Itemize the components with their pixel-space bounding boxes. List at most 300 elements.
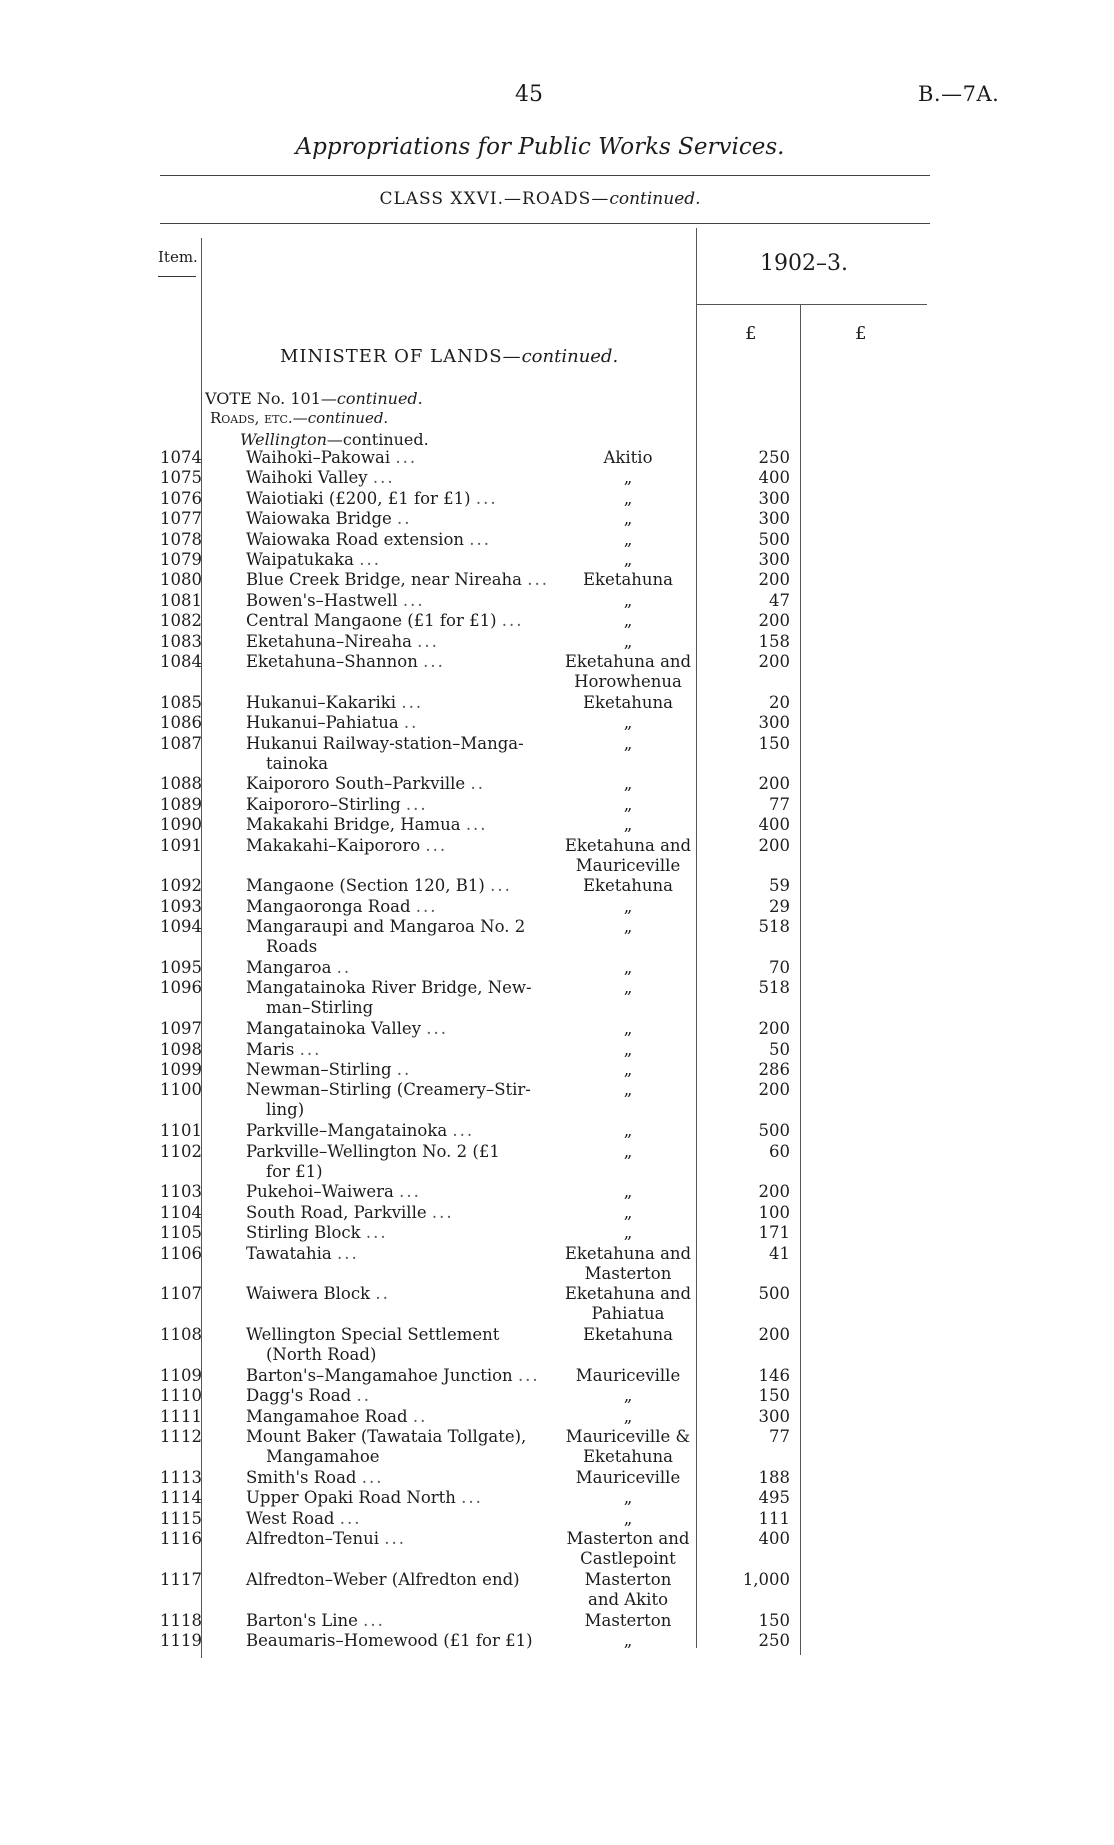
item-description-text: Wellington Special Settlement [246, 1325, 500, 1345]
item-locality-text: „ [623, 468, 633, 488]
item-description-text: Waiowaka Bridge [246, 509, 392, 529]
item-locality-text: „ [623, 1060, 633, 1079]
leader-dots: ... [363, 1610, 385, 1630]
item-amount: 200 [758, 835, 790, 855]
item-amount: 500 [758, 1284, 790, 1304]
item-locality [560, 1488, 696, 1508]
item-locality [560, 1060, 696, 1080]
leader-dots: ... [361, 1468, 384, 1487]
item-locality [560, 1529, 696, 1569]
item-description-text: Hukanui–Kakariki [246, 692, 397, 712]
item-description-text: Makakahi–Kaipororo [246, 835, 421, 855]
item-number: 1105 [160, 1223, 202, 1243]
item-number: 1074 [160, 448, 202, 467]
item-locality [560, 1386, 696, 1406]
item-locality-text: Eketahuna [583, 570, 673, 590]
year-column-header: 1902–3. [760, 251, 848, 276]
item-locality-continued: Castlepoint [580, 1549, 676, 1569]
leader-dots: .. [356, 1386, 371, 1406]
item-amount: 77 [769, 794, 790, 814]
item-locality-text: „ [623, 1223, 633, 1243]
item-description [246, 468, 566, 488]
item-description-text: Parkville–Mangatainoka [246, 1121, 448, 1141]
item-description-text: Waiowaka Road extension [246, 529, 465, 549]
item-number: 1088 [160, 774, 202, 794]
item-locality [560, 1509, 696, 1529]
item-locality-text: Masterton [584, 1610, 672, 1630]
item-description [246, 489, 566, 509]
leader-dots: ... [465, 815, 488, 835]
leader-dots: ... [299, 1039, 322, 1059]
item-locality [560, 1427, 696, 1467]
item-amount: 200 [758, 1019, 790, 1039]
item-description-text: Mangamahoe Road [246, 1406, 408, 1426]
item-locality-text: „ [623, 1080, 633, 1100]
item-description [246, 448, 566, 468]
item-amount: 200 [758, 1080, 790, 1100]
leader-dots: ... [475, 488, 498, 508]
minister-heading [280, 346, 618, 367]
item-locality-text: „ [623, 978, 633, 998]
leader-dots: .. [470, 774, 485, 794]
leader-dots: ... [517, 1366, 540, 1385]
item-description [246, 1325, 566, 1365]
leader-dots: .. [375, 1284, 390, 1304]
vote-heading-text: VOTE No. 101— [205, 389, 337, 408]
leader-dots: .. [397, 509, 412, 529]
item-description [246, 815, 566, 835]
item-amount: 495 [758, 1488, 790, 1508]
item-number: 1096 [160, 978, 202, 998]
item-locality-text: „ [623, 1508, 633, 1528]
item-number: 1117 [160, 1570, 202, 1589]
item-number: 1118 [160, 1610, 202, 1630]
item-number: 1110 [160, 1386, 202, 1406]
item-number: 1095 [160, 958, 202, 977]
item-description-text: Barton's Line [246, 1610, 358, 1630]
item-description-text: Hukanui Railway-station–Manga- [246, 733, 524, 753]
item-amount: 188 [758, 1468, 790, 1487]
item-number: 1108 [160, 1325, 202, 1345]
item-number: 1083 [160, 631, 202, 651]
leader-dots: ... [417, 631, 439, 651]
leader-dots: ... [469, 529, 492, 549]
item-description-text: Waiwera Block [246, 1284, 371, 1304]
item-number: 1102 [160, 1141, 202, 1161]
item-number: 1103 [160, 1182, 202, 1202]
item-amount: 200 [758, 611, 790, 631]
item-locality [560, 652, 696, 692]
item-description [246, 632, 566, 652]
item-locality-text: „ [623, 1121, 633, 1141]
item-locality-text: „ [623, 794, 633, 814]
item-number: 1092 [160, 876, 202, 896]
item-column-header: Item. [158, 248, 198, 266]
item-description-text: Alfredton–Weber (Alfredton end) [246, 1570, 520, 1589]
item-description-text: Dagg's Road [246, 1386, 352, 1406]
item-locality [560, 1203, 696, 1223]
item-description [246, 1631, 566, 1651]
item-description [246, 876, 566, 896]
item-locality-text: Masterton [584, 1570, 672, 1589]
item-number: 1100 [160, 1080, 202, 1100]
item-amount: 171 [758, 1223, 790, 1243]
item-locality-text: „ [623, 488, 633, 508]
district-heading [240, 430, 429, 449]
leader-dots: ... [415, 896, 438, 916]
location-column-rule [696, 228, 697, 1648]
item-amount: 20 [769, 692, 790, 712]
item-description-text: Mangatainoka Valley [246, 1019, 422, 1039]
item-description [246, 836, 566, 856]
item-locality-text: Masterton and [566, 1529, 690, 1549]
item-description [246, 1121, 566, 1141]
item-description [246, 1080, 566, 1120]
item-description [246, 1407, 566, 1427]
leader-dots: ... [501, 611, 524, 631]
leader-dots: ... [395, 448, 418, 467]
item-amount: 50 [769, 1039, 790, 1059]
item-locality-continued: and Akito [587, 1590, 669, 1609]
item-description [246, 509, 566, 529]
leader-dots: ... [426, 1019, 449, 1039]
class-heading-suffix: continued. [609, 189, 701, 209]
item-locality [560, 489, 696, 509]
item-description-continued: Roads [266, 937, 318, 957]
item-description-text: Waipatukaka [246, 550, 354, 569]
item-locality-text: „ [623, 1386, 633, 1406]
item-locality [560, 1121, 696, 1141]
item-description-text: Makakahi Bridge, Hamua [246, 815, 461, 835]
item-number: 1094 [160, 917, 202, 937]
item-amount: 59 [769, 876, 790, 896]
item-number: 1098 [160, 1039, 202, 1059]
item-amount: 1,000 [742, 1570, 790, 1589]
item-description-text: South Road, Parkville [246, 1202, 427, 1222]
item-description-text: West Road [246, 1508, 335, 1528]
item-locality [560, 795, 696, 815]
leader-dots: ... [490, 876, 512, 896]
item-description [246, 1366, 566, 1386]
currency-symbol-col1: £ [745, 323, 757, 344]
item-locality [560, 448, 696, 468]
roads-heading-text: Roads, etc.— [210, 409, 308, 427]
item-number: 1087 [160, 733, 202, 753]
item-amount: 200 [758, 774, 790, 794]
item-locality-text: Eketahuna and [564, 1243, 692, 1263]
item-locality [560, 591, 696, 611]
item-locality-text: „ [623, 917, 633, 937]
item-amount: 300 [758, 713, 790, 733]
item-description [246, 693, 566, 713]
item-description-text: Upper Opaki Road North [246, 1488, 456, 1508]
item-locality [560, 468, 696, 488]
district-heading-suffix: —continued. [326, 430, 429, 449]
leader-dots: .. [396, 1060, 412, 1079]
item-locality-text: „ [623, 1488, 633, 1508]
item-description [246, 1142, 566, 1182]
item-amount: 250 [758, 448, 790, 467]
item-locality-text: „ [623, 733, 633, 753]
item-number: 1075 [160, 468, 202, 488]
item-locality-continued: Horowhenua [574, 672, 682, 691]
item-description-text: Newman–Stirling [246, 1060, 392, 1079]
item-amount: 300 [758, 488, 790, 508]
item-locality-text: „ [623, 1141, 633, 1161]
item-description-text: Kaipororo South–Parkville [246, 774, 466, 794]
item-description-text: Mangaoronga Road [246, 896, 411, 916]
item-locality-continued: Eketahuna [583, 1447, 673, 1467]
item-description [246, 1284, 566, 1304]
item-description-continued: man–Stirling [266, 998, 374, 1018]
item-amount: 158 [758, 631, 790, 651]
item-locality-text: „ [623, 713, 633, 733]
item-description [246, 1529, 566, 1549]
item-description-text: Mount Baker (Tawataia Tollgate), [246, 1427, 527, 1447]
item-amount: 77 [769, 1427, 790, 1447]
item-description [246, 958, 566, 978]
item-description-text: Waihoki Valley [246, 468, 368, 488]
item-description [246, 978, 566, 1018]
item-amount: 286 [758, 1060, 790, 1079]
item-locality-text: Eketahuna [583, 876, 673, 896]
item-amount: 200 [758, 1182, 790, 1202]
item-locality [560, 1223, 696, 1243]
item-amount: 200 [758, 652, 790, 671]
item-locality [560, 1019, 696, 1039]
item-locality [560, 509, 696, 529]
header-divider-bottom [160, 223, 930, 224]
item-locality [560, 1325, 696, 1345]
item-locality-text: „ [623, 1631, 633, 1651]
item-number: 1079 [160, 550, 202, 569]
item-locality-text: Akitio [603, 448, 653, 467]
item-number: 1112 [160, 1427, 202, 1447]
item-amount: 150 [758, 1610, 790, 1630]
item-locality-text: „ [623, 1039, 633, 1059]
item-locality-continued: Mauriceville [575, 855, 681, 875]
item-number: 1078 [160, 529, 202, 549]
item-locality [560, 836, 696, 876]
item-amount: 29 [769, 896, 790, 916]
item-number: 1107 [160, 1284, 202, 1304]
item-description-text: Waiotiaki (£200, £1 for £1) [246, 488, 471, 508]
item-locality [560, 876, 696, 896]
item-description-text: Barton's–Mangamahoe Junction [246, 1366, 513, 1385]
item-locality [560, 570, 696, 590]
item-locality-text: „ [623, 550, 633, 569]
item-locality-text: „ [623, 815, 633, 835]
item-amount: 70 [769, 958, 790, 977]
document-reference: B.—7A. [918, 82, 1000, 106]
item-locality-text: Eketahuna [583, 692, 673, 712]
item-locality-text: Eketahuna and [564, 835, 692, 855]
item-locality [560, 734, 696, 754]
item-locality [560, 1182, 696, 1202]
item-locality-text: „ [623, 631, 633, 651]
item-number: 1084 [160, 652, 202, 671]
item-number: 1086 [160, 713, 202, 733]
leader-dots: ... [384, 1529, 406, 1549]
item-description-continued: (North Road) [266, 1345, 377, 1365]
item-description-text: Tawatahia [246, 1243, 332, 1263]
item-description [246, 550, 566, 570]
item-amount: 400 [758, 815, 790, 835]
item-locality [560, 611, 696, 631]
item-description [246, 652, 566, 672]
item-number: 1091 [160, 835, 202, 855]
item-amount: 300 [758, 509, 790, 529]
item-description-continued: tainoka [266, 753, 329, 773]
item-locality-continued: Pahiatua [591, 1304, 665, 1324]
item-locality [560, 1570, 696, 1610]
item-number: 1089 [160, 794, 202, 814]
item-locality-text: „ [623, 896, 633, 916]
item-locality [560, 1284, 696, 1324]
item-locality [560, 1611, 696, 1631]
item-amount: 400 [758, 468, 790, 488]
item-locality [560, 1407, 696, 1427]
minister-heading-suffix: continued. [521, 346, 619, 367]
item-locality-text: „ [623, 958, 633, 977]
item-description [246, 1509, 566, 1529]
item-description-text: Bowen's–Hastwell [246, 590, 398, 610]
item-number: 1093 [160, 896, 202, 916]
item-description [246, 1468, 566, 1488]
item-locality [560, 897, 696, 917]
leader-dots: .. [336, 958, 352, 977]
item-description [246, 897, 566, 917]
item-locality-text: Mauriceville & [565, 1427, 691, 1447]
item-description [246, 713, 566, 733]
item-amount: 518 [758, 978, 790, 998]
year-header-rule [697, 304, 927, 305]
leader-dots: ... [401, 692, 424, 712]
item-header-underline [158, 276, 196, 277]
item-amount: 200 [758, 570, 790, 590]
item-amount: 300 [758, 1406, 790, 1426]
item-description-text: Newman–Stirling (Creamery–Stir- [246, 1080, 531, 1100]
item-locality-text: „ [623, 590, 633, 610]
item-locality-text: „ [623, 529, 633, 549]
item-description [246, 1611, 566, 1631]
leader-dots: ... [425, 835, 448, 855]
item-description [246, 1570, 566, 1590]
class-heading-text: CLASS XXVI.—ROADS— [379, 189, 610, 209]
item-number: 1111 [160, 1406, 202, 1426]
item-description-continued: for £1) [266, 1161, 323, 1181]
item-description [246, 1244, 566, 1264]
item-number: 1090 [160, 815, 202, 835]
item-amount: 400 [758, 1529, 790, 1549]
item-number: 1076 [160, 488, 202, 508]
item-description-text: Parkville–Wellington No. 2 (£1 [246, 1141, 500, 1161]
item-description-text: Maris [246, 1039, 295, 1059]
item-locality [560, 1080, 696, 1100]
item-description-text: Eketahuna–Nireaha [246, 631, 412, 651]
roads-heading [210, 409, 388, 427]
item-locality-text: Mauriceville [575, 1366, 681, 1385]
item-locality [560, 550, 696, 570]
header-divider-top [160, 175, 930, 176]
item-locality [560, 1244, 696, 1284]
leader-dots: .. [412, 1406, 428, 1426]
leader-dots: .. [403, 713, 419, 733]
item-amount: 60 [769, 1141, 790, 1161]
leader-dots: ... [402, 590, 425, 610]
item-number: 1115 [160, 1508, 202, 1528]
item-amount: 150 [758, 733, 790, 753]
page-number: 45 [515, 82, 543, 107]
item-locality-text: Mauriceville [575, 1468, 681, 1487]
item-locality [560, 713, 696, 733]
item-amount: 200 [758, 1325, 790, 1345]
item-description-text: Kaipororo–Stirling [246, 794, 401, 814]
item-description-text: Central Mangaone (£1 for £1) [246, 611, 497, 631]
leader-dots: ... [461, 1488, 483, 1508]
item-description [246, 530, 566, 550]
item-number: 1116 [160, 1529, 202, 1549]
item-locality-text: Eketahuna [583, 1325, 673, 1345]
leader-dots: ... [452, 1121, 475, 1141]
item-description-text: Eketahuna–Shannon [246, 652, 418, 671]
leader-dots: ... [372, 468, 395, 488]
item-amount: 47 [769, 590, 790, 610]
currency-symbol-col2: £ [855, 323, 867, 344]
leader-dots: ... [336, 1243, 359, 1263]
item-locality-text: „ [623, 611, 633, 631]
leader-dots: ... [405, 794, 428, 814]
item-amount: 111 [758, 1508, 790, 1528]
item-description-text: Stirling Block [246, 1223, 361, 1243]
item-locality [560, 1468, 696, 1488]
leader-dots: ... [339, 1508, 362, 1528]
item-locality [560, 1142, 696, 1162]
item-description-text: Pukehoi–Waiwera [246, 1182, 394, 1202]
item-description [246, 1019, 566, 1039]
amount-column-rule [800, 305, 801, 1655]
item-amount: 300 [758, 550, 790, 569]
class-heading [0, 189, 1080, 209]
item-locality-text: Eketahuna and [564, 652, 692, 671]
item-description [246, 1203, 566, 1223]
item-description [246, 1427, 566, 1467]
item-locality [560, 1040, 696, 1060]
item-locality [560, 1366, 696, 1386]
item-locality-text: „ [623, 1202, 633, 1222]
item-locality [560, 632, 696, 652]
item-locality-text: „ [623, 509, 633, 529]
item-description [246, 570, 566, 590]
item-locality-text: „ [623, 1182, 633, 1202]
district-heading-text: Wellington [240, 430, 327, 449]
item-number: 1085 [160, 692, 202, 712]
item-description [246, 774, 566, 794]
item-description [246, 795, 566, 815]
item-number: 1082 [160, 611, 202, 631]
item-description-continued: ling) [266, 1100, 305, 1120]
item-locality-text: „ [623, 1406, 633, 1426]
item-number: 1109 [160, 1366, 202, 1385]
page-title: Appropriations for Public Works Services. [295, 134, 785, 160]
item-number: 1097 [160, 1019, 202, 1039]
item-locality [560, 978, 696, 998]
item-amount: 146 [758, 1366, 790, 1385]
item-number: 1077 [160, 509, 202, 529]
item-locality [560, 530, 696, 550]
item-description [246, 734, 566, 774]
item-number: 1114 [160, 1488, 202, 1508]
